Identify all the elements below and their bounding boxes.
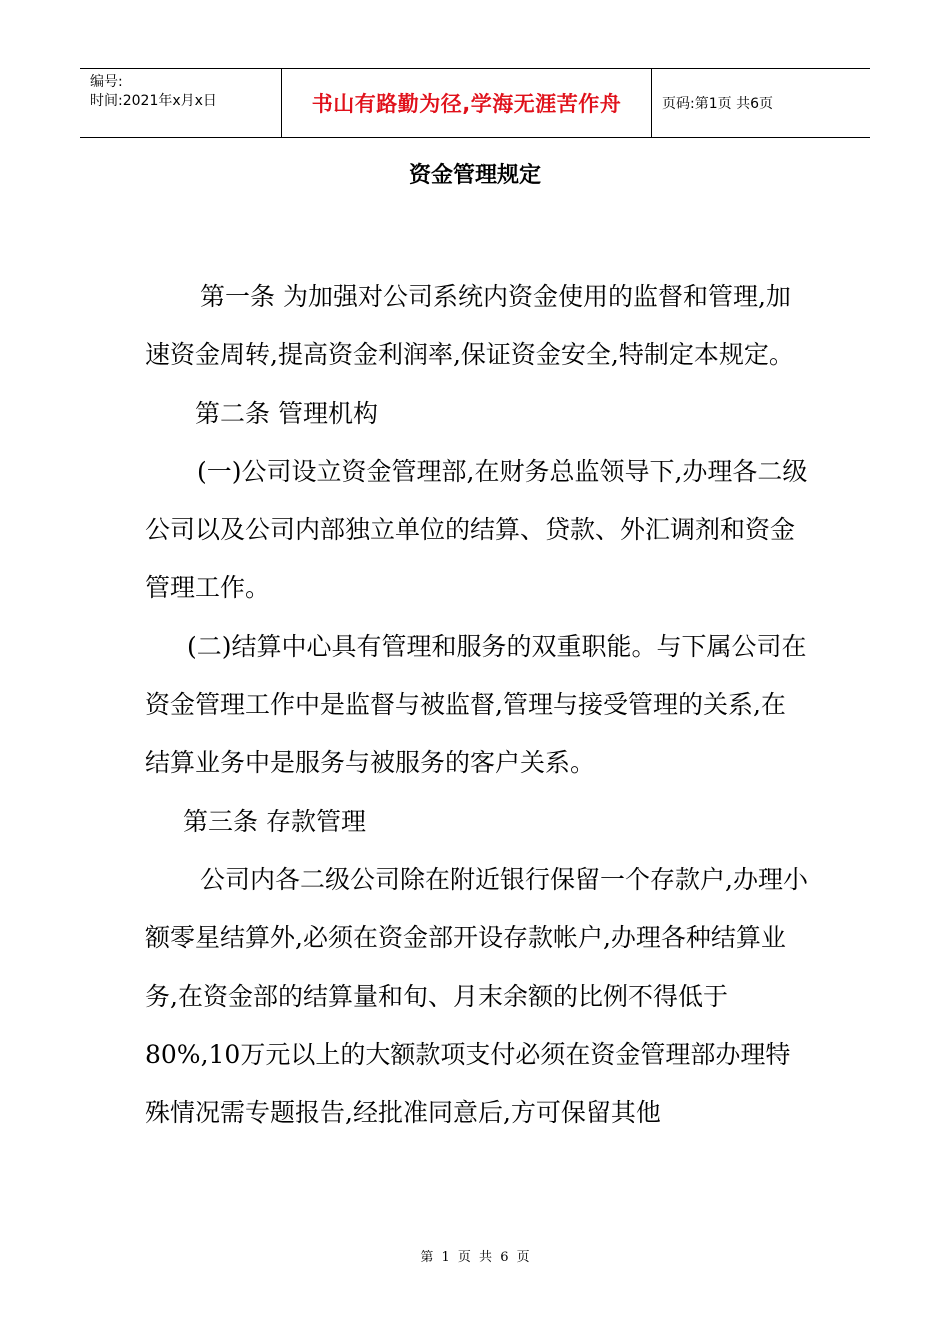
document-title: 资金管理规定 bbox=[408, 163, 541, 188]
page-info-text: 页码:第1页 共6页 bbox=[662, 96, 773, 112]
header-meta bbox=[80, 69, 282, 137]
paragraph-article-2-heading: 第二条 管理机构 bbox=[195, 398, 378, 428]
document-header bbox=[80, 68, 870, 138]
paragraph-article-1: 第一条 为加强对公司系统内资金使用的监督和管理,加速资金周转,提高资金利润率,保证资金安全,特制定本规定。 bbox=[145, 282, 794, 370]
motto-text: 书山有路勤为径,学海无涯苦作舟 bbox=[311, 92, 622, 116]
paragraph-item-1: (一)公司设立资金管理部,在财务总监领导下,办理各二级公司以及公司内部独立单位的结算、贷款、外汇调剂和资金管理工作。 bbox=[145, 456, 808, 603]
paragraph-item-2: (二)结算中心具有管理和服务的双重职能。与下属公司在资金管理工作中是监督与被监督,管理与接受管理的关系,在结算业务中是服务与被服务的客户关系。 bbox=[145, 631, 807, 778]
document-body bbox=[145, 268, 810, 1142]
page-footer: 第 1 页 共 6 页 bbox=[420, 1250, 530, 1265]
header-page-info bbox=[652, 69, 870, 137]
number-label: 编号: bbox=[90, 74, 123, 90]
paragraph-article-3-heading: 第三条 存款管理 bbox=[183, 806, 366, 836]
header-motto bbox=[282, 69, 652, 137]
time-label: 时间:2021年x月x日 bbox=[90, 93, 217, 109]
paragraph-article-3-body: 公司内各二级公司除在附近银行保留一个存款户,办理小额零星结算外,必须在资金部开设存款帐户,办理各种结算业务,在资金部的结算量和旬、月末余额的比例不得低于80%,10万元以上的大额款项支付必须在资金管理部办理特殊情况需专题报告,经批准同意后,方可保留其他 bbox=[145, 864, 808, 1128]
